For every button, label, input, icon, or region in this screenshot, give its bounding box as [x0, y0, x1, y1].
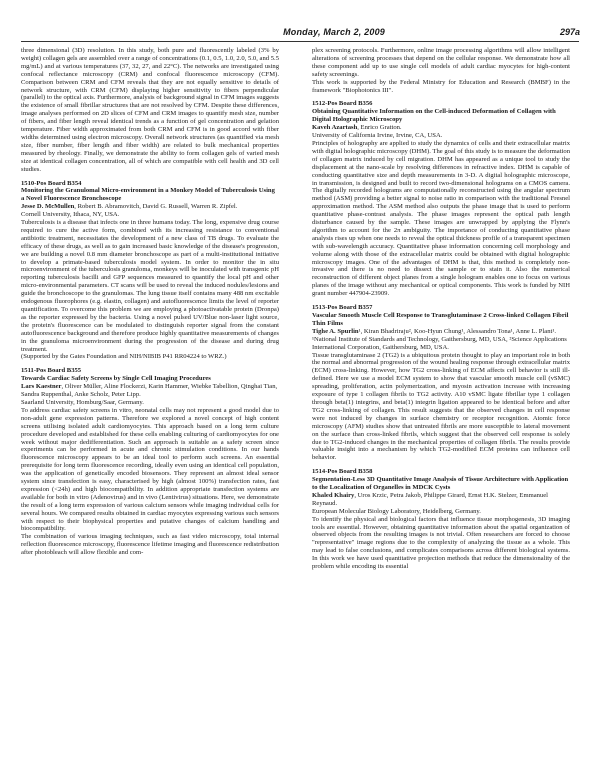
first-author: Tighe A. Spurlin	[312, 327, 359, 335]
first-author: Khaled Khairy	[312, 491, 355, 499]
co-authors: , Enrico Gratton.	[357, 124, 402, 132]
abstract-paragraph: The combination of various imaging techniques, such as fast video microscopy, total internal reflection fluorescence microscopy, fluorescence lifetime imaging and fluorescence redistribution after photobleach will allow flexible and com-	[21, 533, 279, 557]
abstract-title: Monitoring the Granulomal Micro-environment in a Monkey Model of Tuberculosis Using a Novel Fluorescence Bronchoscope	[21, 187, 275, 203]
abstract-paragraph: Principles of holography are applied to study the dynamics of cells and their extracellular matrix with digital holographic microscopy (DHM). The goal of this study is to measure the deformation of collagen matrix induced by cell migration. DHM has appeared as a unique tool to study the displacement at the nano-scale by resolving differences in refractive index. DHM is capable of conducting quantitative size and depth measurements in 3-D. A digital holographic microscope, in transmission, is designed and built to record two-dimensional holograms on a CMOS camera. The digitally recorded holograms are computationally reconstructed using the angular spectrum method (ASM) providing a better signal to noise ratio in comparison with the traditional Fresnel approximation method. The ASM method also outputs the phase image that is used to perform quantitative phase-contrast analysis. The phase images represent the optical path length disturbance caused by the sample. These images are unwrapped by applying the Flynn's algorithm to account for the 2π ambiguity. The importance of conducting quantitative phase analysis rises up when one needs to reveal the optical thickness profile of a transparent specimen with sub-wavelength accuracy. Quantitative phase information concerning cell morphology and volume along with those of the extracellular matrix could be obtained with digital holographic microscopy images. One of the advantages of DHM is that, this method is completely non-invasive and there is no need to dissect the sample or to stain it. Also the numerical reconstruction of different object planes from a single hologram enables one to focus on various planes of the image without any mechanical or optical components. This work is funded by NIH grant number 447904-23909.	[312, 139, 570, 298]
co-authors: ¹, Kiran Bhadriraju², Koo-Hyun Chung¹, Alessandro Tona¹, Anne L. Plant¹.	[358, 327, 556, 335]
continued-paragraph: plex screening protocols. Furthermore, online image processing algorithms will allow intelligent alterations of screening processes that depend on the cellular response. We demonstrate how all these component add up to use single cell models of adult cardiac myocytes for high-content safety screenings.	[312, 47, 570, 78]
abstract-board-id: 1510-Pos Board B354	[21, 179, 82, 187]
abstract-paragraph: To identify the physical and biological factors that influence tissue morphogenesis, 3D imaging tools are essential. However, obtaining quantitative information about the spatial organization of observed objects from the resulting images is not trivial. Often researchers are forced to choose "representative" image regions due to the complexity of analyzing the tissue as a whole. This may lead to false conclusions, and complicates comparisons across different biological systems. In this work we have used quantitative projection methods that reduce the dimensionality of the problem while encoding its essential	[312, 515, 570, 571]
first-author: Jesse D. McMullen	[21, 203, 75, 211]
header-page-number: 297a	[559, 27, 580, 37]
co-authors: , Oliver Müller, Aline Flockerzi, Karin Hammer, Wiebke Tabellion, Qinghai Tian, Sandra Ruppenthal, Anke Scholz, Peter Lipp.	[21, 383, 278, 399]
abstract-affiliation: Saarland University, Homburg/Saar, Germany.	[21, 398, 144, 406]
continued-paragraph: three dimensional (3D) resolution. In this study, both pure and fluorescently labeled (3% by weight) collagen gels are assembled over a range of concentrations (0.1, 0.5, 1.0, 2.0, 5.0, and 5.5 mg/mL) and at various temperatures (37, 32, 27, and 22°C). The networks are investigated using confocal reflectance microscopy (CRM) and confocal fluorescence microscopy (CFM). Comparison between CRM and CFM reveals that they are not equally sensitive to details of network structure, with CRM (CFM) displaying higher sensitivity to fibers perpendicular (parallel) to the optical axis. Furthermore, analysis of background signal in CFM images suggests the existence of small fibrillar structures that are not resolved by CFM. Despite these differences, image analyses performed on 2D slices of CFM and CRM images to quantify mesh size, number of fibers, and fiber length reveal identical trends as a function of gel concentration and gelation temperature. Fiber width approximated from both CRM and CFM is in good accord with fiber widths determined using electron microscopy. Overall network structures (as quantified via mesh size, fiber number, fiber length and fiber width) are related to bulk mechanical properties measured by rheology. Finally, we demonstrate the ability to form collagen gels of varied mesh size at identical collagen concentration, all of which are compatible with cell health and 3D cell studies.	[21, 47, 279, 173]
abstract-authors	[21, 203, 279, 211]
co-authors: , Robert B. Abramovitch, David G. Russell, Warren R. Zipfel.	[74, 203, 238, 211]
abstract-body	[312, 352, 570, 463]
abstract	[312, 100, 570, 298]
abstract-paragraph: To address cardiac safety screens in vitro, neonatal cells may not represent a good model due to non-adult gene expression patterns. Therefore we explored a novel concept of high content screens utilising isolated adult cardiomyocytes. This approach based on a long term culture procedure developed and established for these cells enabling culturing of cardiomyocytes for one week without major dedifferentiation. Such an approach is suitable as a safety screen since experiments can be performed in acute and chronic stimulation conditions. In our hands fluorescence microscopy appears to be an ideal tool to perform such screens. An essential prerequisite for long term fluorescence recording, ideally even using an identical cell population, was the application of genetically encoded biosensors. They represent an almost ideal sensor system since transfection is easy, characterised by high (almost 100%) transfection rates, fast expression (<24h) and high biocompatibility. In addition appropriate transfection systems are available for both in vitro (Adenovirus) and in vivo (Lentivirus) situations. Here, we demonstrate the result of a long term expression of various calcium sensors while imaging individual cells for several hours. We compared results obtained in cardiac myocytes expressing various such sensors with respect to their biophysical properties and putative changes of calcium handling and biocompatibility.	[21, 406, 279, 533]
abstract-affiliation: ¹National Institute of Standards and Technology, Gaithersburg, MD, USA, ²Science Applications International Corporation, Gaithersburg, MD, USA.	[312, 335, 567, 351]
abstract-body	[312, 516, 570, 571]
abstract-title: Towards Cardiac Safety Screens by Single Cell Imaging Procedures	[21, 375, 211, 383]
left-column	[21, 47, 279, 769]
abstract-paragraph: Tissue transglutaminase 2 (TG2) is a ubiquitous protein thought to play an important role in both the normal and abnormal progression of the wound healing response through extracellular matrix (ECM) cross-linking. However, how TG2 cross-linking of ECM affects cell behavior is still ill-defined. Here we use a model ECM system to show that vascular smooth muscle cell (vSMC) spreading, proliferation, actin polymerization, and myosin activation increase with increasing exposure of type 1 collagen fibrils to TG2 activity. A10 vSMC ligate fibrillar type 1 collagen through beta(1) integrins, and beta(1) integrin ligation appeared to be identical before and after TG2 cross-linking of collagen. This result suggests that the observed changes in cell response were not induced by changes in surface chemistry or receptor recognition. Atomic force microscopy (AFM) studies show that untreated fibrils are more susceptible to lateral movement on the surface than cross-linked fibrils, which suggest that the observed cell response is solely due to TG2-induced changes in the mechanical properties of collagen fibrils. The results provide valuable insight into a mechanism by which TG2-modified ECM proteins can influence cell behavior.	[312, 351, 570, 462]
right-column	[312, 47, 570, 769]
abstract-paragraph: Tuberculosis is a disease that infects one in three humans today. The long, expensive drug course required to cure the active form, combined with its increasing resistance to conventional antibiotic treatment, necessitates the development of a new class of TB drugs. To evaluate the efficacy of these drugs, as well as to gain increased basic knowledge of the disease's progression, we are building a novel 0.8 mm diameter bronchoscope as part of a multi-institutional initiative to develop a primate-based tuberculosis model system. In order to monitor the in situ microenvironment of the tuberculosis granuloma, monkeys will be inoculated with transgenic pH reporting tuberculosis bacilli and GFP sequences measured to quantify the local pH and other micro-environmental parameters. CT scans will be used to reveal the induced nodules/lesions and guide the bronchoscope to the granulomas. The lung tissue itself contains many 488 nm excitable endogenous fluorophores (e.g. elastin, collagen) and autofluorescence limits the level of reporter quantification. To overcome this problem we are employing a photoactivatable protein (Dronpa) as the reporter expressed by the bacteria. Using a novel pulsed UV/Blue non-laser light source, the protein's fluorescence can be modulated to distinguish reporter signal from the constant autofluorescence background and therefore produce highly quantitative measurements of changes in the granuloma microenvironment during the progression of the disease and during drug treatment.	[21, 219, 279, 353]
abstract-title: Obtaining Quantitative Information on the Cell-induced Deformation of Collagen with Digital Holographic Microscopy	[312, 108, 556, 124]
abstract-authors	[312, 492, 570, 508]
abstract-title: Vascular Smooth Muscle Cell Response to Transglutaminase 2 Cross-linked Collagen Fibril Thin Films	[312, 312, 569, 327]
abstract-affiliation: European Molecular Biology Laboratory, Heidelberg, Germany.	[312, 507, 481, 515]
abstract-board-id: 1511-Pos Board B355	[21, 367, 82, 375]
abstract-affiliation: Cornell University, Ithaca, NY, USA.	[21, 211, 120, 219]
abstract-paragraph: (Supported by the Gates Foundation and NIH/NIBIB P41 RR04224 to WRZ.)	[21, 353, 227, 361]
abstract	[21, 180, 279, 362]
abstract-body	[21, 219, 279, 361]
abstract-authors	[21, 383, 279, 399]
abstract-board-id: 1513-Pos Board B357	[312, 304, 373, 312]
continued-paragraph: This work is supported by the Federal Ministry for Education and Research (BMBF) in the framework "Biophotonics III".	[312, 78, 570, 94]
abstract	[21, 367, 279, 557]
running-header	[0, 27, 600, 41]
abstract-body	[21, 407, 279, 557]
header-date: Monday, March 2, 2009	[283, 27, 385, 37]
abstract-title: Segmentation-Less 3D Quantitative Image Analysis of Tissue Architecture with Application to the Localization of Organelles in MDCK Cysts	[312, 476, 569, 492]
abstract-board-id: 1512-Pos Board B356	[312, 100, 373, 108]
abstract	[312, 304, 570, 462]
first-author: Kaveh Azartash	[312, 124, 358, 132]
abstract-authors	[312, 328, 570, 336]
abstract-board-id: 1514-Pos Board B358	[312, 468, 373, 476]
first-author: Lars Kaestner	[21, 383, 62, 391]
abstract-authors	[312, 124, 570, 132]
abstract-affiliation: University of California Irvine, Irvine, CA, USA.	[312, 132, 443, 140]
header-divider	[21, 41, 579, 42]
abstract	[312, 468, 570, 571]
co-authors: , Uros Krzic, Petra Jakob, Philippe Girard, Ernst H.K. Stelzer, Emmanuel Reynaud.	[312, 491, 548, 507]
abstract-body	[312, 140, 570, 298]
